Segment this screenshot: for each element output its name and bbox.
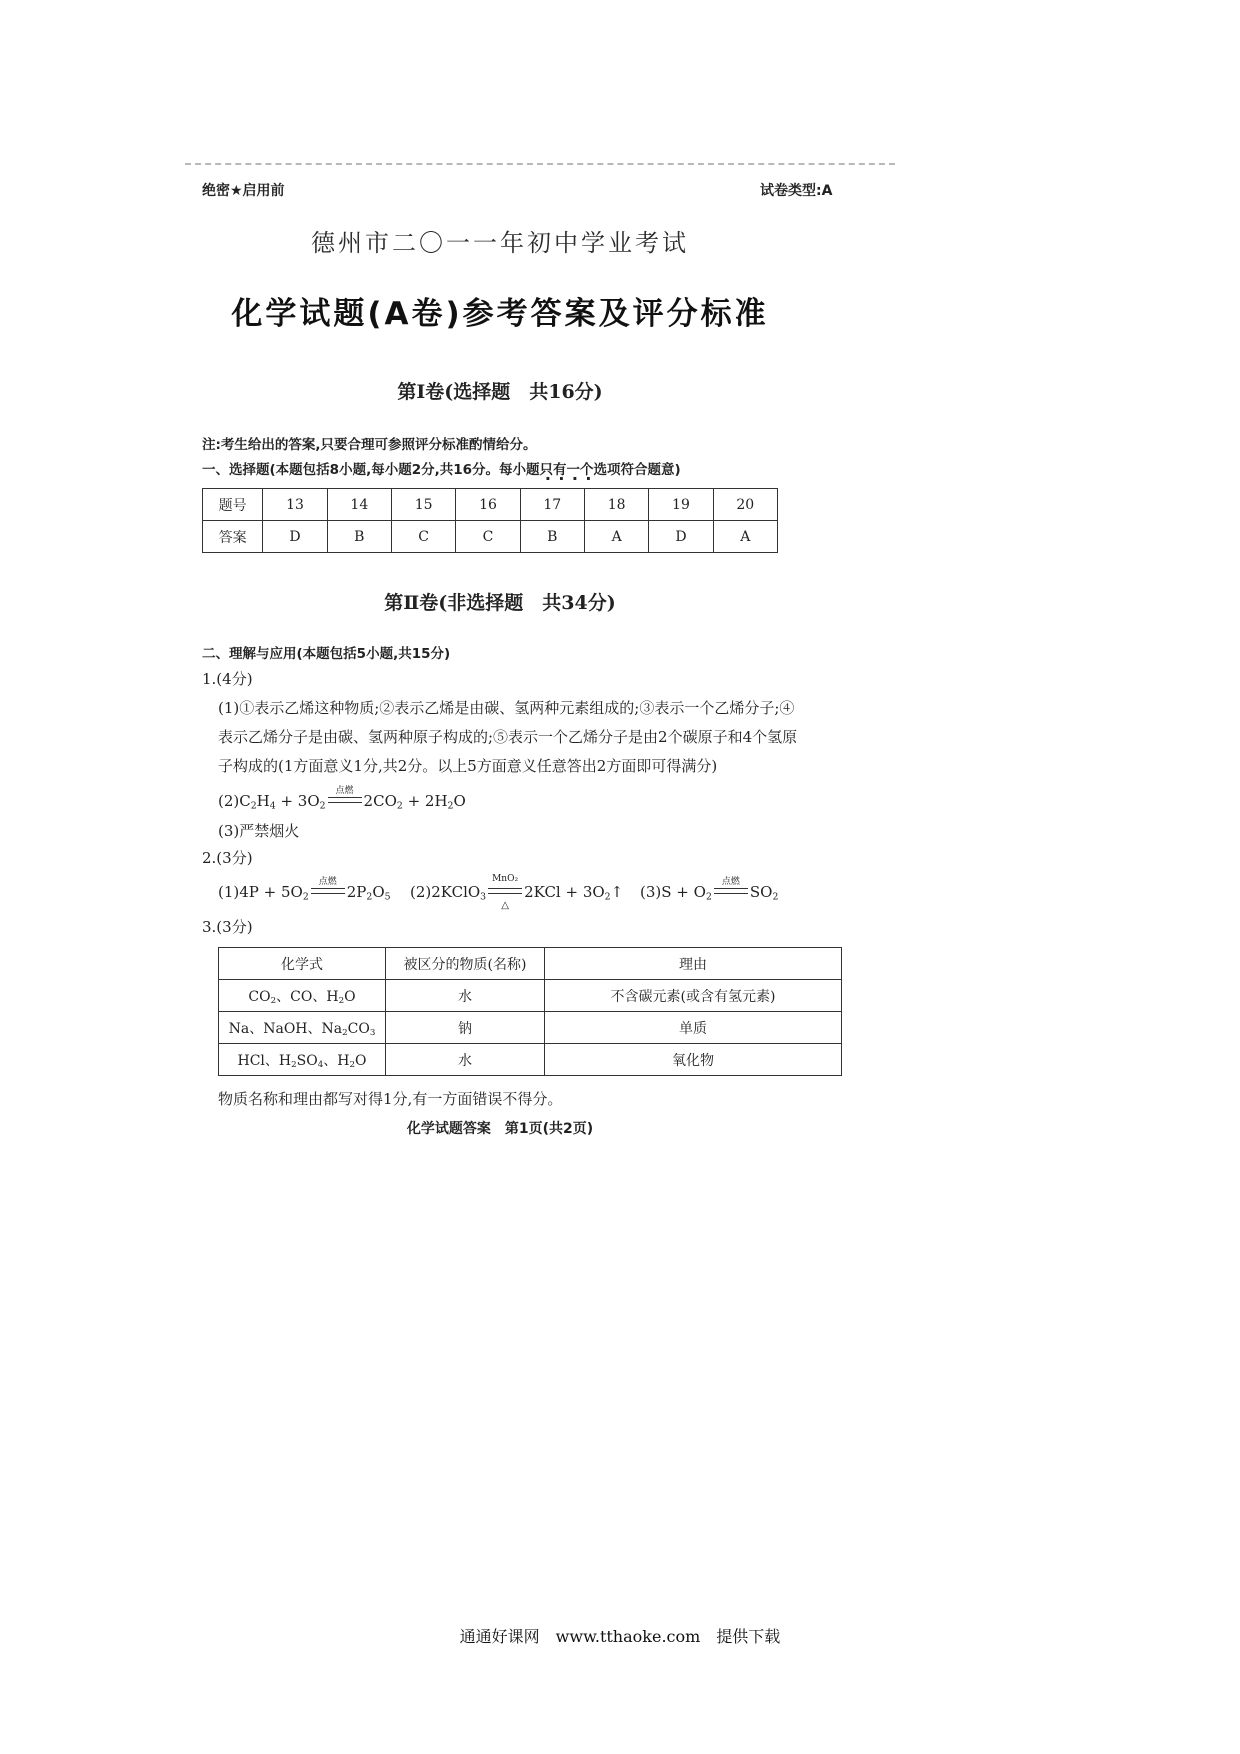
- q3-label: 3.(3分): [202, 918, 253, 936]
- question-number: 14: [327, 489, 391, 521]
- question-number: 17: [520, 489, 584, 521]
- q1-text-line: 表示乙烯分子是由碳、氢两种原子构成的;⑤表示一个乙烯分子是由2个碳原子和4个氢原: [218, 728, 798, 746]
- section2-heading: 二、理解与应用(本题包括5小题,共15分): [202, 646, 451, 662]
- row-label: 题号: [203, 489, 263, 521]
- answer-cell: C: [391, 521, 455, 553]
- answer-cell: D: [649, 521, 713, 553]
- section1-emph-char: 一: [566, 462, 580, 478]
- site-footer: 通通好课网 www.tthaoke.com 提供下载: [459, 1627, 781, 1646]
- reason-cell: 不含碳元素(或含有氢元素): [545, 980, 842, 1012]
- q1-label: 1.(4分): [202, 670, 253, 688]
- q1-equation: $(2)C_2H_4 + 3O_2$ 点燃 $2CO_2 + 2H_2O$: [218, 792, 466, 810]
- eq-prefix: (2): [218, 792, 240, 810]
- answer-cell: B: [327, 521, 391, 553]
- section1-text-post: 选项符合题意): [593, 462, 681, 478]
- formula-cell: HCl、$H_2SO_4$、$H_2O$: [219, 1044, 386, 1076]
- eq-prefix: (1): [218, 883, 240, 901]
- question-number: 20: [713, 489, 777, 521]
- part1-heading: 第Ⅰ卷(选择题 共16分): [397, 381, 603, 403]
- table-header-row: [219, 948, 842, 980]
- reaction-condition: [488, 874, 522, 911]
- column-header: 理由: [545, 948, 842, 980]
- eq-prefix: (2): [410, 883, 432, 901]
- q2-label: 2.(3分): [202, 849, 253, 867]
- q3-remark: 物质名称和理由都写对得1分,有一方面错误不得分。: [218, 1090, 563, 1108]
- scoring-note: 注:考生给出的答案,只要合理可参照评分标准酌情给分。: [202, 437, 537, 453]
- condition-text: 点燃: [721, 877, 740, 887]
- q1-item3: (3)严禁烟火: [218, 822, 300, 840]
- answer-table: [202, 488, 778, 553]
- section1-emph-char: 有: [553, 462, 567, 478]
- section1-emph-char: 只: [539, 462, 553, 478]
- answer-cell: D: [263, 521, 327, 553]
- question-number: 19: [649, 489, 713, 521]
- confidential-label: 绝密★启用前: [202, 183, 285, 199]
- section1-text-pre: 一、选择题(本题包括8小题,每小题2分,共16分。每小题: [202, 462, 540, 478]
- condition-text: MnO₂: [492, 874, 519, 884]
- formula-cell: $CO_2$、CO、$H_2O$: [219, 980, 386, 1012]
- table-row: [203, 489, 778, 521]
- formula-cell: Na、NaOH、$Na_2CO_3$: [219, 1012, 386, 1044]
- q2-equation-3: $(3)S + O_2$ 点燃 $SO_2$: [640, 883, 778, 901]
- table-row: [203, 521, 778, 553]
- table-row: [219, 980, 842, 1012]
- answer-cell: A: [584, 521, 648, 553]
- eq-prefix: (3): [640, 883, 662, 901]
- answer-cell: C: [456, 521, 520, 553]
- page-footer: 化学试题答案 第1页(共2页): [406, 1121, 594, 1137]
- row-label: 答案: [203, 521, 263, 553]
- column-header: 化学式: [219, 948, 386, 980]
- q1-text-line: (1)①表示乙烯这种物质;②表示乙烯是由碳、氢两种元素组成的;③表示一个乙烯分子;④: [218, 699, 795, 717]
- reaction-condition: [328, 786, 362, 806]
- condition-text: 点燃: [335, 786, 354, 796]
- substance-cell: 钠: [386, 1012, 545, 1044]
- q1-text-line: 子构成的(1方面意义1分,共2分。以上5方面意义任意答出2方面即可得满分): [218, 757, 718, 775]
- exam-subtitle: 德州市二〇一一年初中学业考试: [311, 229, 689, 257]
- reaction-condition: [714, 877, 748, 897]
- question-number: 16: [456, 489, 520, 521]
- substance-cell: 水: [386, 980, 545, 1012]
- table-row: [219, 1044, 842, 1076]
- table-row: [219, 1012, 842, 1044]
- answer-cell: B: [520, 521, 584, 553]
- answer-cell: A: [713, 521, 777, 553]
- question-number: 15: [391, 489, 455, 521]
- q2-equation-2: (2)2KClO$_3$ MnO₂ △ $2KCl + 3O_2↑$: [410, 874, 624, 911]
- heat-symbol: △: [501, 900, 509, 911]
- substance-cell: 水: [386, 1044, 545, 1076]
- column-header: 被区分的物质(名称): [386, 948, 545, 980]
- top-dashed-rule: [185, 163, 895, 165]
- section1-heading: [202, 458, 681, 478]
- question-number: 13: [263, 489, 327, 521]
- q2-equation-1: $(1)4P + 5O_2$ 点燃 $2P_2O_5$: [218, 883, 391, 901]
- condition-text: 点燃: [318, 877, 337, 887]
- classification-table: [218, 947, 842, 1076]
- part2-heading: 第Ⅱ卷(非选择题 共34分): [384, 592, 616, 614]
- paper-type-label: 试卷类型:A: [760, 183, 833, 199]
- question-number: 18: [584, 489, 648, 521]
- reason-cell: 氧化物: [545, 1044, 842, 1076]
- reaction-condition: [311, 877, 345, 897]
- page-title: 化学试题(A卷)参考答案及评分标准: [231, 296, 769, 332]
- section1-emph-char: 个: [580, 462, 594, 478]
- reason-cell: 单质: [545, 1012, 842, 1044]
